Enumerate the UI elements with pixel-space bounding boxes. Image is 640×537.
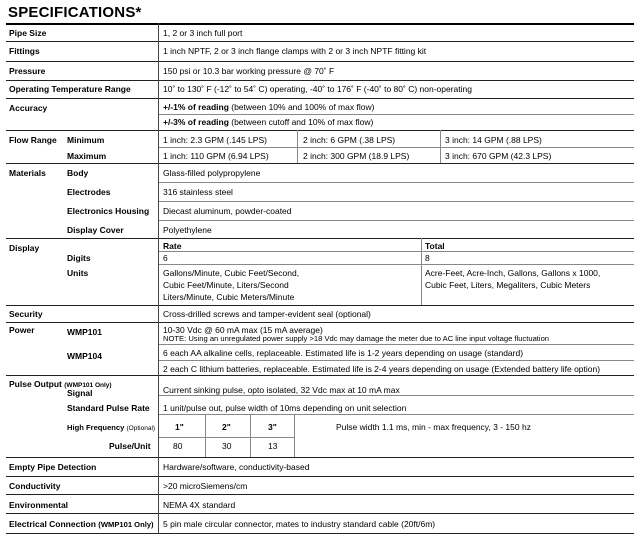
pulse-unit-2in: 30 bbox=[222, 441, 232, 451]
rate-units-line: Liters/Minute, Cubic Meters/Minute bbox=[163, 292, 295, 302]
size-1in: 1" bbox=[175, 422, 184, 432]
row-divider bbox=[6, 476, 634, 477]
display-cover-value: Polyethylene bbox=[163, 225, 212, 235]
row-divider bbox=[6, 61, 634, 62]
rate-digits: 6 bbox=[163, 253, 168, 263]
row-divider bbox=[6, 238, 634, 239]
pipe-size-label: Pipe Size bbox=[9, 28, 47, 38]
flow-max-3in: 3 inch: 670 GPM (42.3 LPS) bbox=[445, 151, 552, 161]
electrical-connection-value: 5 pin male circular connector, mates to industry standard cable (20ft/6m) bbox=[163, 519, 436, 529]
electrodes-label: Electrodes bbox=[67, 187, 111, 197]
pulse-rate-label: Standard Pulse Rate bbox=[67, 403, 150, 413]
row-divider bbox=[6, 305, 634, 306]
column-divider bbox=[297, 130, 298, 163]
row-divider bbox=[6, 375, 634, 376]
pulse-output-title: Pulse Output bbox=[9, 379, 62, 389]
conductivity-value: >20 microSiemens/cm bbox=[163, 481, 248, 491]
conductivity-label: Conductivity bbox=[9, 481, 61, 491]
wmp101-note: NOTE: Using an unregulated power supply >18 Vdc may damage the meter due to AC line input voltage fluctuation bbox=[163, 334, 550, 343]
environmental-value: NEMA 4X standard bbox=[163, 500, 236, 510]
electrodes-value: 316 stainless steel bbox=[163, 187, 233, 197]
display-cover-label: Display Cover bbox=[67, 225, 124, 235]
cell-divider bbox=[158, 147, 634, 148]
row-divider bbox=[6, 494, 634, 495]
cell-divider bbox=[158, 395, 634, 396]
pulse-rate-value: 1 unit/pulse out, pulse width of 10ms depending on unit selection bbox=[163, 403, 407, 413]
row-divider bbox=[6, 513, 634, 514]
accuracy-line-2-bold: +/-3% of reading bbox=[163, 117, 229, 127]
high-frequency-title: High Frequency bbox=[67, 423, 125, 432]
cell-divider bbox=[158, 220, 634, 221]
total-header: Total bbox=[425, 241, 445, 251]
flow-max-1in: 1 inch: 110 GPM (6.94 LPS) bbox=[163, 151, 269, 161]
high-frequency-note: (Optional) bbox=[126, 425, 156, 432]
flow-min-1in: 1 inch: 2.3 GPM (.145 LPS) bbox=[163, 135, 267, 145]
flow-min-2in: 2 inch: 6 GPM (.38 LPS) bbox=[303, 135, 396, 145]
size-2in: 2" bbox=[222, 422, 231, 432]
electrical-connection-note: (WMP101 Only) bbox=[98, 520, 154, 529]
pulse-unit-1in: 80 bbox=[173, 441, 183, 451]
pipe-size-value: 1, 2 or 3 inch full port bbox=[163, 28, 243, 38]
pulse-unit-label: Pulse/Unit bbox=[109, 441, 151, 451]
column-divider bbox=[205, 414, 206, 457]
pulse-unit-3in: 13 bbox=[268, 441, 278, 451]
accuracy-line-1 bbox=[163, 102, 374, 112]
column-divider bbox=[250, 414, 251, 457]
row-divider bbox=[6, 130, 634, 131]
digits-label: Digits bbox=[67, 253, 91, 263]
wmp101-label: WMP101 bbox=[67, 327, 102, 337]
accuracy-line-2 bbox=[163, 117, 373, 127]
flow-range-label: Flow Range bbox=[9, 135, 57, 145]
pulse-output-note: (WMP101 Only) bbox=[64, 382, 112, 389]
accuracy-line-2-rest: (between cutoff and 10% of max flow) bbox=[228, 117, 374, 127]
accuracy-line-1-rest: (between 10% and 100% of max flow) bbox=[228, 102, 375, 112]
cell-divider bbox=[158, 251, 634, 252]
high-frequency-value: Pulse width 1.1 ms, min - max frequency, 3 - 150 hz bbox=[336, 422, 531, 432]
empty-pipe-value: Hardware/software, conductivity-based bbox=[163, 462, 310, 472]
wmp104-line-1: 6 each AA alkaline cells, replaceable. Estimated life is 1-2 years depending on usage (standard) bbox=[163, 348, 524, 358]
display-label: Display bbox=[9, 243, 40, 253]
cell-divider bbox=[158, 264, 634, 265]
wmp104-line-2: 2 each C lithium batteries, replaceable. Estimated life is 2-4 years depending on usage (Extended battery life option) bbox=[163, 364, 601, 374]
cell-divider bbox=[158, 437, 294, 438]
column-divider bbox=[294, 414, 295, 457]
column-divider bbox=[440, 130, 441, 163]
high-frequency-label bbox=[67, 424, 155, 433]
rate-header: Rate bbox=[163, 241, 182, 251]
body-label: Body bbox=[67, 168, 89, 178]
cell-divider bbox=[158, 344, 634, 345]
housing-value: Diecast aluminum, powder-coated bbox=[163, 206, 292, 216]
wmp101-line-1: 10-30 Vdc @ 60 mA max (15 mA average) bbox=[163, 325, 323, 335]
accuracy-label: Accuracy bbox=[9, 103, 48, 113]
body-value: Glass-filled polypropylene bbox=[163, 168, 261, 178]
electrical-connection-title: Electrical Connection bbox=[9, 519, 96, 529]
power-label: Power bbox=[9, 325, 35, 335]
total-units-line: Cubic Feet, Liters, Megaliters, Cubic Meters bbox=[425, 280, 591, 290]
flow-min-label: Minimum bbox=[67, 135, 105, 145]
electrical-connection-label bbox=[9, 519, 154, 530]
temperature-label: Operating Temperature Range bbox=[9, 84, 131, 94]
cell-divider bbox=[158, 114, 634, 115]
cell-divider bbox=[158, 414, 634, 415]
row-divider bbox=[6, 80, 634, 81]
wmp104-label: WMP104 bbox=[67, 351, 102, 361]
title-rule bbox=[6, 23, 634, 25]
materials-label: Materials bbox=[9, 168, 46, 178]
flow-max-2in: 2 inch: 300 GPM (18.9 LPS) bbox=[303, 151, 410, 161]
row-divider bbox=[6, 322, 634, 323]
accuracy-line-1-bold: +/-1% of reading bbox=[163, 102, 229, 112]
row-divider bbox=[6, 163, 634, 164]
cell-divider bbox=[158, 182, 634, 183]
pulse-output-label bbox=[9, 379, 112, 390]
column-divider bbox=[421, 238, 422, 305]
fittings-value: 1 inch NPTF, 2 or 3 inch flange clamps with 2 or 3 inch NPTF fitting kit bbox=[163, 46, 427, 56]
column-divider bbox=[158, 23, 159, 533]
environmental-label: Environmental bbox=[9, 500, 69, 510]
row-divider bbox=[6, 533, 634, 534]
total-units-line: Acre-Feet, Acre-Inch, Gallons, Gallons x 1000, bbox=[425, 268, 601, 278]
row-divider bbox=[6, 41, 634, 42]
housing-label: Electronics Housing bbox=[67, 206, 150, 216]
temperature-value: 10˚ to 130˚ F (-12˚ to 54˚ C) operating, -40˚ to 176˚ F (-40˚ to 80˚ C) non-operating bbox=[163, 84, 472, 94]
signal-label: Signal bbox=[67, 388, 93, 398]
size-3in: 3" bbox=[268, 422, 277, 432]
security-label: Security bbox=[9, 309, 43, 319]
page-title: SPECIFICATIONS* bbox=[8, 4, 142, 21]
row-divider bbox=[6, 98, 634, 99]
row-divider bbox=[6, 457, 634, 458]
fittings-label: Fittings bbox=[9, 46, 40, 56]
pressure-value: 150 psi or 10.3 bar working pressure @ 70˚ F bbox=[163, 66, 335, 76]
rate-units-line: Gallons/Minute, Cubic Feet/Second, bbox=[163, 268, 300, 278]
total-digits: 8 bbox=[425, 253, 430, 263]
flow-min-3in: 3 inch: 14 GPM (.88 LPS) bbox=[445, 135, 542, 145]
rate-units-line: Cubic Feet/Minute, Liters/Second bbox=[163, 280, 289, 290]
pressure-label: Pressure bbox=[9, 66, 46, 76]
units-label: Units bbox=[67, 268, 89, 278]
cell-divider bbox=[158, 360, 634, 361]
empty-pipe-label: Empty Pipe Detection bbox=[9, 462, 97, 472]
security-value: Cross-drilled screws and tamper-evident seal (optional) bbox=[163, 309, 371, 319]
cell-divider bbox=[158, 201, 634, 202]
signal-value: Current sinking pulse, opto isolated, 32 Vdc max at 10 mA max bbox=[163, 385, 400, 395]
flow-max-label: Maximum bbox=[67, 151, 107, 161]
